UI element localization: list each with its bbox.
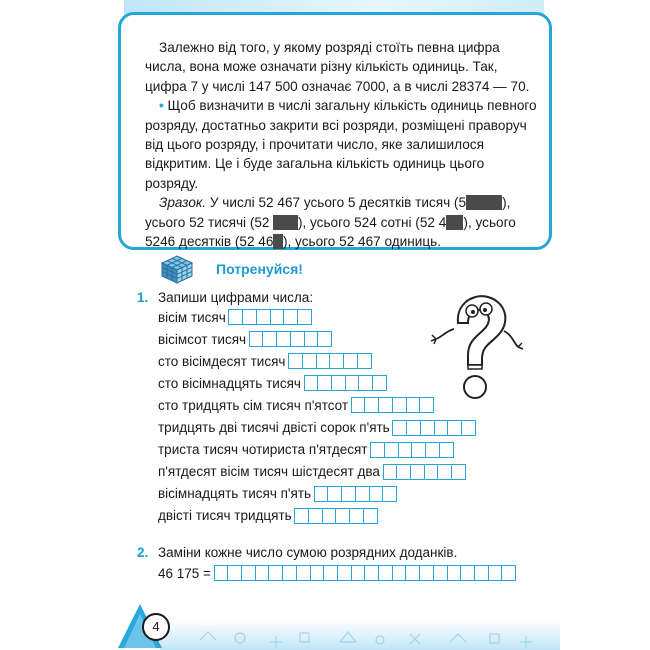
- task-1-item-label: вісімсот тисяч: [158, 331, 247, 347]
- task-2-number: 2.: [137, 545, 149, 560]
- task-2-expression: 46 175 =: [158, 565, 211, 581]
- covered-digits: 2 467: [467, 195, 502, 211]
- example-part: ), усього 5246 десятків (52 46: [145, 214, 516, 250]
- answer-cell[interactable]: [357, 353, 372, 369]
- answer-cells: [289, 353, 371, 369]
- task-1-item-label: сто вісімнадцять тисяч: [158, 375, 301, 391]
- task-1-item-label: триста тисяч чотириста п'ятдесят: [158, 442, 368, 458]
- task-1-item: [158, 441, 454, 459]
- answer-cell[interactable]: [317, 331, 332, 347]
- task-1-item: [158, 308, 312, 326]
- task-1-item-label: тридцять дві тисячі двісті сорок п'ять: [158, 420, 390, 435]
- answer-cells: [296, 508, 378, 524]
- answer-cells: [394, 420, 476, 436]
- example-part: ), усього 524 сотні (52 4: [297, 214, 447, 230]
- example-label: Зразок.: [159, 195, 207, 211]
- rule-text: [145, 38, 537, 251]
- task-1-item: [158, 507, 378, 525]
- answer-cell[interactable]: [363, 508, 378, 524]
- rule-paragraph-2: [145, 96, 537, 193]
- page-number: 4: [142, 613, 170, 641]
- rule-paragraph-2-text: Щоб визначити в числі загальну кількість одиниць певного розряду, достатньо закрити всі розряди, розміщені праворуч від цього розряду, і прочитати число, яке залишилося відкритим. Це і буде загальна кількість одиниць цього розряду.: [145, 98, 537, 191]
- answer-cells: [230, 309, 312, 325]
- answer-cells: [250, 331, 332, 347]
- task-1-item: [158, 330, 332, 348]
- bullet-icon: •: [159, 98, 164, 114]
- task-1-number: 1.: [137, 290, 149, 305]
- answer-cells: [384, 464, 466, 480]
- task-1-item-label: сто тридцять сім тисяч п'ятсот: [158, 397, 349, 413]
- answer-cell[interactable]: [372, 375, 387, 391]
- section-title: Потренуйся!: [216, 261, 303, 277]
- task-1-item: [158, 463, 466, 481]
- task-1-item-label: вісім тисяч: [158, 309, 226, 325]
- answer-cells: [315, 486, 397, 502]
- task-1-item: [158, 352, 372, 370]
- bottom-decoration: [0, 600, 650, 650]
- task-1-title: Запиши цифрами числа:: [158, 290, 314, 305]
- section-header: [160, 254, 303, 284]
- answer-cell[interactable]: [439, 442, 454, 458]
- task-1-item-label: п'ятдесят вісім тисяч шістдесят два: [158, 464, 380, 480]
- covered-digits: 7: [274, 234, 282, 250]
- task-1-item: [158, 485, 397, 503]
- task-1-item-label: вісімнадцять тисяч п'ять: [158, 486, 312, 502]
- covered-digits: 67: [447, 214, 463, 230]
- rule-example: [145, 193, 537, 251]
- answer-cells: [352, 397, 434, 413]
- answer-cell[interactable]: [297, 309, 312, 325]
- answer-cells: [215, 565, 516, 581]
- task-2-title: Заміни кожне число сумою розрядних доданків.: [158, 545, 458, 560]
- answer-cells: [305, 375, 387, 391]
- answer-cells: [371, 442, 453, 458]
- rule-paragraph-1: Залежно від того, у якому розряді стоїть певна цифра числа, вона може означати різну кількість одиниць. Так, цифра 7 у числі 147 500 означає 7000, а в числі 28374 — 70.: [145, 40, 530, 94]
- covered-digits: 467: [274, 214, 297, 230]
- task-1-item: [158, 419, 476, 437]
- example-part: ), усього 52 тисячі (52: [145, 195, 511, 230]
- answer-cell[interactable]: [451, 464, 466, 480]
- example-part: У числі 52 467 усього 5 десятків тисяч (5: [206, 195, 467, 211]
- task-2-answer-line: [158, 564, 516, 582]
- task-1-item: [158, 374, 387, 392]
- example-part: ), усього 52 467 одиниць.: [282, 234, 442, 250]
- task-1-item-label: сто вісімдесят тисяч: [158, 353, 286, 369]
- answer-cell[interactable]: [461, 420, 476, 436]
- answer-cell[interactable]: [501, 565, 516, 581]
- task-1-item: [158, 396, 434, 414]
- task-1-item-label: двісті тисяч тридцять: [158, 508, 292, 524]
- answer-cell[interactable]: [382, 486, 397, 502]
- question-mark-character-icon: [430, 285, 525, 400]
- rubik-cube-icon: [160, 254, 194, 284]
